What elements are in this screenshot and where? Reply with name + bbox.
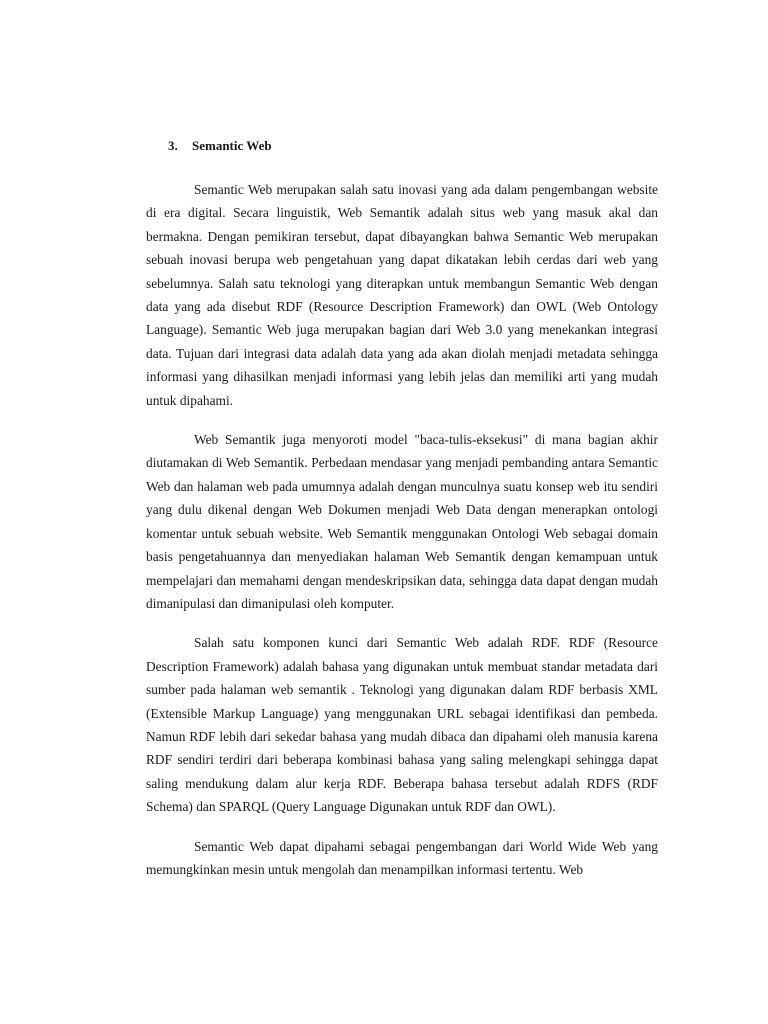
paragraph-4: Semantic Web dapat dipahami sebagai pengembangan dari World Wide Web yang memungkinkan mesin untuk mengolah dan menampilkan informasi tertentu. Web	[146, 838, 658, 877]
paragraph-3: Salah satu komponen kunci dari Semantic Web adalah RDF. RDF (Resource Description Framework) adalah bahasa yang digunakan untuk membuat standar metadata dari sumber pada halaman web semantik . Teknologi yang digunakan dalam RDF berbasis XML (Extensible Markup Language) yang menggunakan URL sebagai identifikasi dan pembeda. Namun RDF lebih dari sekedar bahasa yang mudah dibaca dan dipahami oleh manusia karena RDF sendiri terdiri dari beberapa kombinasi bahasa yang saling melengkapi sehingga dapat saling mendukung dalam alur kerja RDF. Beberapa bahasa tersebut adalah RDFS (RDF Schema) dan SPARQL (Query Language Digunakan untuk RDF dan OWL).	[146, 635, 658, 815]
section-heading	[168, 136, 272, 156]
paragraph-2: Web Semantik juga menyoroti model "baca-tulis-eksekusi" di mana bagian akhir diutamakan di Web Semantik. Perbedaan mendasar yang menjadi pembanding antara Semantic Web dan halaman web pada umumnya adalah dengan munculnya suatu konsep web itu sendiri yang dulu dikenal dengan Web Dokumen menjadi Web Data dengan menerapkan ontologi komentar untuk sebuah website. Web Semantik menggunakan Ontologi Web sebagai domain basis pengetahuannya dan menyediakan halaman Web Semantik dengan kemampuan untuk mempelajari dan memahami dengan mendeskripsikan data, sehingga data dapat dengan mudah dimanipulasi dan dimanipulasi oleh komputer.	[146, 432, 658, 611]
section-number: 3.	[168, 138, 178, 153]
section-title: Semantic Web	[192, 138, 272, 153]
paragraph-1: Semantic Web merupakan salah satu inovasi yang ada dalam pengembangan website di era digital. Secara linguistik, Web Semantik adalah situs web yang masuk akal dan bermakna. Dengan pemikiran tersebut, dapat dibayangkan bahwa Semantic Web merupakan sebuah inovasi berupa web pengetahuan yang dapat dikatakan lebih cerdas dari web yang sebelumnya. Salah satu teknologi yang diterapkan untuk membangun Semantic Web dengan data yang ada disebut RDF (Resource Description Framework) dan OWL (Web Ontology Language). Semantic Web juga merupakan bagian dari Web 3.0 yang menekankan integrasi data. Tujuan dari integrasi data adalah data yang ada akan diolah menjadi metadata sehingga informasi yang dihasilkan menjadi informasi yang lebih jelas dan memiliki arti yang mudah untuk dipahami.	[146, 182, 658, 408]
body-text	[146, 178, 658, 897]
